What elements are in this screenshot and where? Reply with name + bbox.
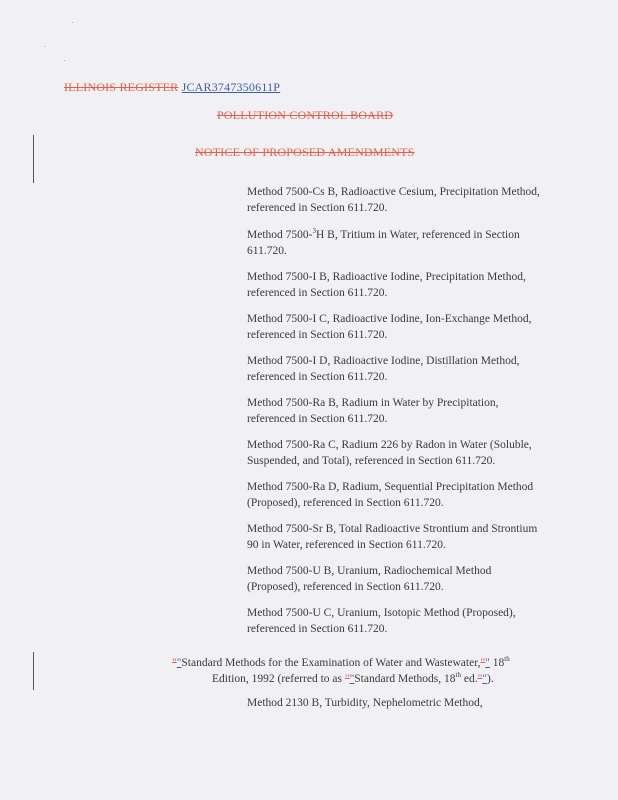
board-title-struck: POLLUTION CONTROL BOARD	[217, 108, 394, 122]
method-item: Method 7500-U B, Uranium, Radiochemical Method (Proposed), referenced in Section 611.720.	[247, 565, 492, 593]
register-header	[64, 80, 280, 95]
method-item: Method 7500-Ra C, Radium 226 by Radon in Water (Soluble, Suspended, and Total), referenced in Section 611.720.	[247, 439, 532, 467]
jcar-code: JCAR3747350611P	[181, 80, 281, 94]
method-item: Method 7500-U C, Uranium, Isotopic Method (Proposed), referenced in Section 611.720.	[247, 607, 516, 635]
reference-line-2: Edition, 1992 (referred to as ""Standard Methods, 18th ed."").	[212, 671, 494, 685]
scan-speck	[64, 60, 65, 61]
board-header	[217, 108, 393, 123]
method-item-turbidity: Method 2130 B, Turbidity, Nephelometric Method,	[247, 697, 483, 709]
method-item: Method 7500-I B, Radioactive Iodine, Precipitation Method, referenced in Section 611.720.	[247, 271, 526, 299]
register-title-struck: ILLINOIS REGISTER	[64, 80, 179, 94]
change-bar	[33, 135, 34, 183]
standard-methods-reference: ""Standard Methods for the Examination of Water and Wastewater,"" 18th Edition, 1992 (referred to as ""Standard Methods, 18th ed."").	[172, 655, 532, 687]
notice-header	[195, 145, 415, 160]
method-item: Method 7500-Ra D, Radium, Sequential Precipitation Method (Proposed), referenced in Section 611.720.	[247, 481, 534, 509]
method-item: Method 7500-Ra B, Radium in Water by Precipitation, referenced in Section 611.720.	[247, 397, 499, 425]
reference-title: Standard Methods for the Examination of Water and Wastewater,	[181, 657, 481, 669]
method-item: Method 7500-I C, Radioactive Iodine, Ion-Exchange Method, referenced in Section 611.720.	[247, 313, 532, 341]
method-item: Method 7500-Cs B, Radioactive Cesium, Precipitation Method, referenced in Section 611.720.	[247, 186, 540, 214]
scan-speck	[44, 46, 45, 47]
scan-speck	[72, 22, 73, 23]
method-item: Method 7500-Sr B, Total Radioactive Strontium and Strontium 90 in Water, referenced in Section 611.720.	[247, 523, 538, 551]
change-bar	[33, 652, 34, 690]
method-item: Method 7500-$^3$H B, Tritium in Water, referenced in Section 611.720.	[247, 227, 520, 257]
method-list	[247, 184, 547, 647]
method-item: Method 7500-I D, Radioactive Iodine, Distillation Method, referenced in Section 611.720.	[247, 355, 520, 383]
notice-title-struck: NOTICE OF PROPOSED AMENDMENTS	[195, 145, 415, 159]
